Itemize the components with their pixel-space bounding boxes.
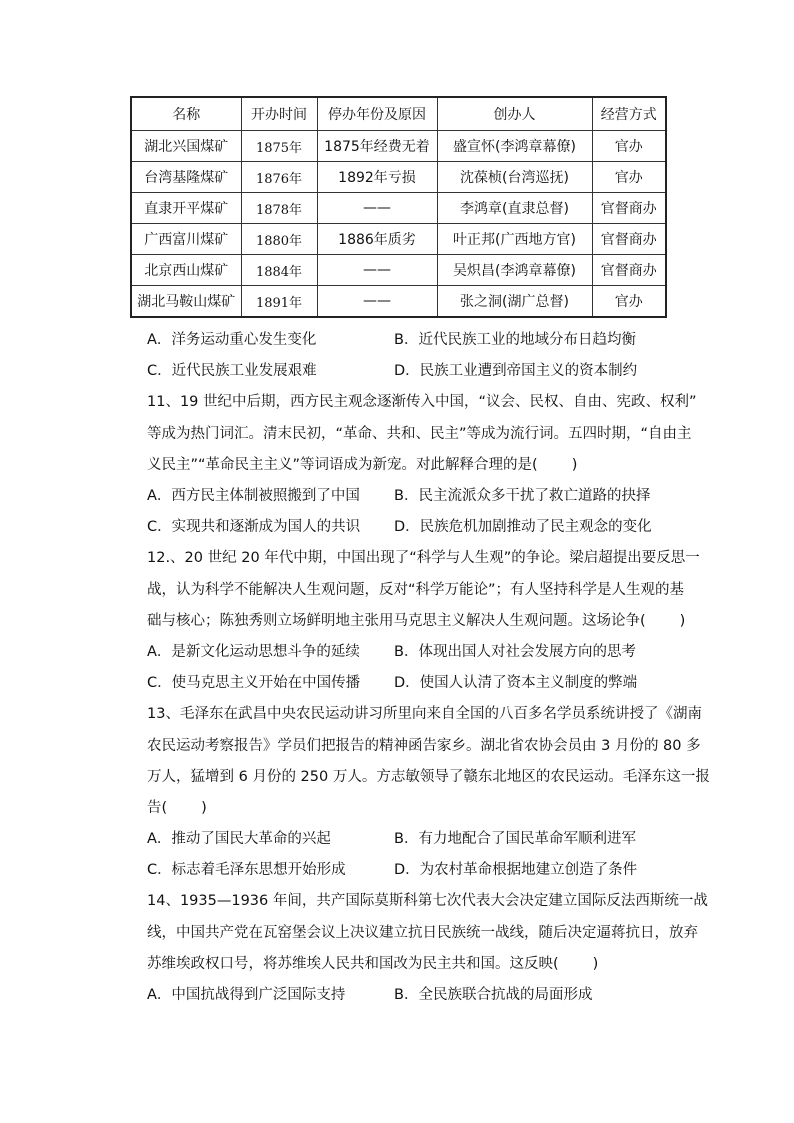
table-row	[131, 224, 666, 255]
cell-name: 湖北马鞍山煤矿	[131, 286, 241, 318]
cell-management: 官督商办	[592, 255, 666, 286]
cell-start-year: 1891年	[241, 286, 317, 318]
q10-option-d: D．民族工业遭到帝国主义的资本制约	[394, 363, 638, 379]
table-row	[131, 286, 666, 318]
cell-stop-reason: ——	[317, 193, 437, 224]
cell-stop-reason: ——	[317, 286, 437, 318]
q13-option-d: D．为农村革命根据地建立创造了条件	[394, 862, 638, 878]
q14-option-b: B．全民族联合抗战的局面形成	[394, 987, 593, 1003]
table-header-row	[131, 97, 666, 131]
q13-stem-line: 万人，猛增到 6 月份的 250 万人。方志敏领导了赣东北地区的农民运动。毛泽东这一报	[147, 769, 710, 785]
cell-start-year: 1876年	[241, 162, 317, 193]
q12-stem-line: 12.、20 世纪 20 年代中期，中国出现了“科学与人生观”的争论。梁启超提出要反思一	[147, 550, 700, 566]
q11-option-a: A．西方民主体制被照搬到了中国	[147, 488, 360, 504]
cell-stop-reason: 1886年质劣	[317, 224, 437, 255]
cell-management: 官办	[592, 286, 666, 318]
q10-option-a: A．洋务运动重心发生变化	[147, 332, 317, 348]
cell-start-year: 1884年	[241, 255, 317, 286]
cell-name: 广西富川煤矿	[131, 224, 241, 255]
table-row	[131, 193, 666, 224]
header-name: 名称	[131, 97, 241, 131]
q11-stem-line: 等成为热门词汇。清末民初，“革命、共和、民主”等成为流行词。五四时期，“自由主	[147, 426, 692, 442]
q12-option-a: A．是新文化运动思想斗争的延续	[147, 644, 360, 660]
q11-option-b: B．民主流派众多干扰了救亡道路的抉择	[394, 488, 651, 504]
q13-stem-line: 农民运动考察报告》学员们把报告的精神函告家乡。湖北省农协会员由 3 月份的 80 多	[147, 738, 701, 754]
cell-management: 官督商办	[592, 193, 666, 224]
cell-founder: 沈葆桢(台湾巡抚)	[437, 162, 592, 193]
coal-mines-table	[130, 96, 667, 318]
header-founder: 创办人	[437, 97, 592, 131]
cell-founder: 李鸿章(直隶总督)	[437, 193, 592, 224]
q12-stem-text: 础与核心；陈独秀则立场鲜明地主张用马克思主义解决人生观问题。这场论争(	[147, 613, 646, 629]
q12-option-d: D．使国人认清了资本主义制度的弊端	[394, 675, 638, 691]
cell-founder: 盛宣怀(李鸿章幕僚)	[437, 131, 592, 162]
cell-management: 官督商办	[592, 224, 666, 255]
header-management: 经营方式	[592, 97, 666, 131]
cell-stop-reason: 1892年亏损	[317, 162, 437, 193]
cell-founder: 吴炽昌(李鸿章幕僚)	[437, 255, 592, 286]
q13-option-a: A．推动了国民大革命的兴起	[147, 831, 331, 847]
table-row	[131, 255, 666, 286]
q11-stem-text: 义民主”“革命民主主义”等词语成为新宠。对此解释合理的是(	[147, 457, 538, 473]
table-row	[131, 131, 666, 162]
cell-founder: 张之洞(湖广总督)	[437, 286, 592, 318]
q11-option-d: D．民族危机加剧推动了民主观念的变化	[394, 519, 652, 535]
q12-answer-paren: )	[679, 613, 686, 629]
q12-option-c: C．使马克思主义开始在中国传播	[147, 675, 361, 691]
cell-name: 直隶开平煤矿	[131, 193, 241, 224]
q12-option-b: B．体现出国人对社会发展方向的思考	[394, 644, 636, 660]
q13-stem-text: 告(	[147, 800, 168, 816]
q14-stem-line	[147, 954, 598, 974]
q11-stem-line: 11、19 世纪中后期，西方民主观念逐渐传入中国，“议会、民权、自由、宪政、权利”	[147, 394, 697, 410]
q14-stem-line: 线，中国共产党在瓦窑堡会议上决议建立抗日民族统一战线，随后决定逼蒋抗日，放弃	[147, 925, 698, 941]
cell-name: 台湾基隆煤矿	[131, 162, 241, 193]
cell-start-year: 1880年	[241, 224, 317, 255]
q11-stem-line	[147, 455, 577, 475]
cell-founder: 叶正邦(广西地方官)	[437, 224, 592, 255]
cell-name: 湖北兴国煤矿	[131, 131, 241, 162]
cell-stop-reason: 1875年经费无着	[317, 131, 437, 162]
q13-stem-line: 13、毛泽东在武昌中央农民运动讲习所里向来自全国的八百多名学员系统讲授了《湖南	[147, 706, 702, 722]
q13-stem-line	[147, 798, 207, 818]
q11-option-c: C．实现共和逐渐成为国人的共识	[147, 519, 361, 535]
cell-name: 北京西山煤矿	[131, 255, 241, 286]
q12-stem-line	[147, 611, 685, 631]
q14-stem-text: 苏维埃政权口号，将苏维埃人民共和国改为民主共和国。这反映(	[147, 956, 559, 972]
q10-option-b: B．近代民族工业的地域分布日趋均衡	[394, 332, 636, 348]
q14-option-a: A．中国抗战得到广泛国际支持	[147, 987, 346, 1003]
cell-stop-reason: ——	[317, 255, 437, 286]
q13-answer-paren: )	[201, 800, 207, 816]
q12-stem-line: 战，认为科学不能解决人生观问题，反对“科学万能论”；有人坚持科学是人生观的基	[147, 582, 685, 598]
q13-option-c: C．标志着毛泽东思想开始形成	[147, 862, 346, 878]
table-row	[131, 162, 666, 193]
q10-option-c: C．近代民族工业发展艰难	[147, 363, 317, 379]
q11-answer-paren: )	[571, 457, 578, 473]
q14-answer-paren: )	[592, 956, 599, 972]
cell-management: 官办	[592, 162, 666, 193]
cell-management: 官办	[592, 131, 666, 162]
q13-option-b: B．有力地配合了国民革命军顺利进军	[394, 831, 636, 847]
header-start-year: 开办时间	[241, 97, 317, 131]
header-stop-reason: 停办年份及原因	[317, 97, 437, 131]
cell-start-year: 1878年	[241, 193, 317, 224]
q14-stem-line: 14、1935—1936 年间，共产国际莫斯科第七次代表大会决定建立国际反法西斯统一战	[147, 893, 708, 909]
cell-start-year: 1875年	[241, 131, 317, 162]
